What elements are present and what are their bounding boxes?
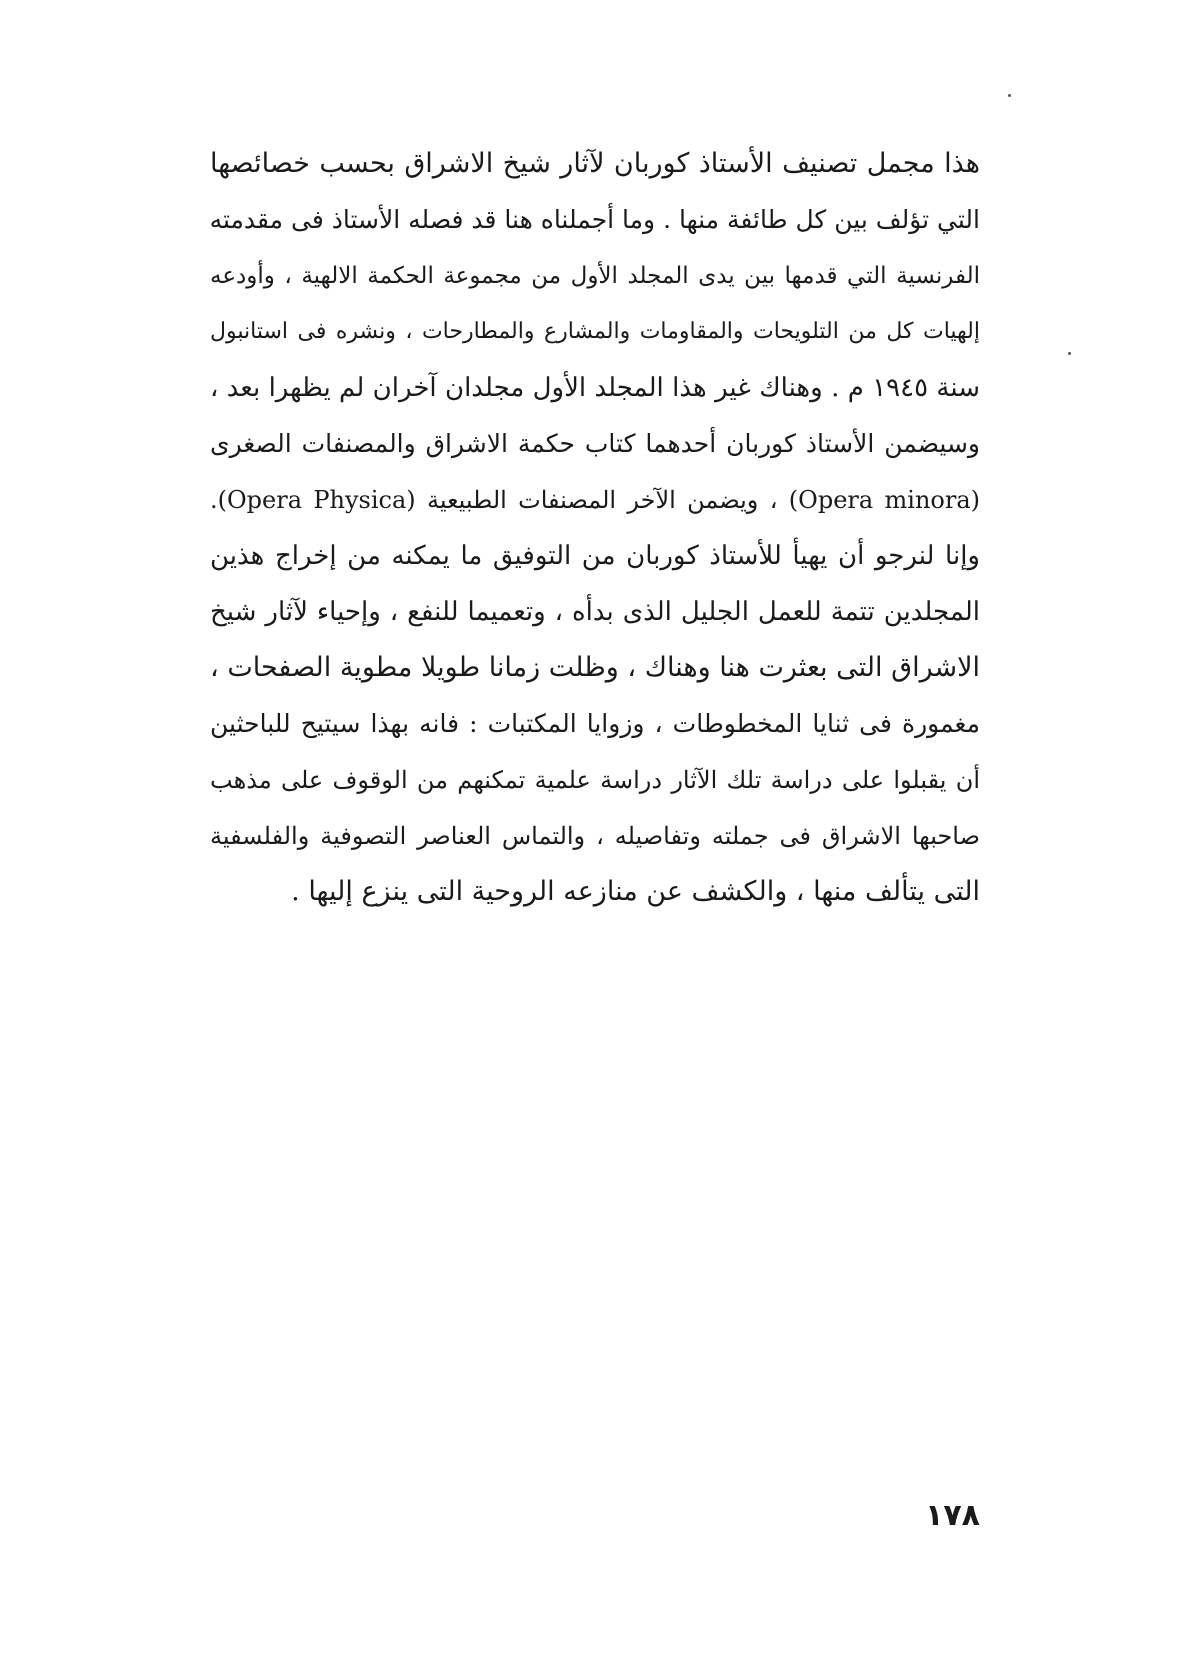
text-line: التى يتألف منها ، والكشف عن منازعه الروحية التى ينزع إليها . <box>291 876 980 907</box>
text-line: هذا مجمل تصنيف الأستاذ كوربان لآثار شيخ الاشراق بحسب خصائصها <box>210 148 980 179</box>
text-line: إلهيات كل من التلويحات والمقاومات والمشارع والمطارحات ، ونشره فى استانبول <box>210 319 980 344</box>
body-paragraph <box>210 136 980 920</box>
text-line: مغمورة فى ثنايا المخطوطات ، وزوايا المكتبات : فانه بهذا سيتيح للباحثين <box>210 709 980 738</box>
text-line: وسيضمن الأستاذ كوربان أحدهما كتاب حكمة الاشراق والمصنفات الصغرى <box>210 429 980 458</box>
scan-speck <box>1068 352 1071 355</box>
scan-speck <box>1008 94 1011 97</box>
text-line: أن يقبلوا على دراسة تلك الآثار دراسة علمية تمكنهم من الوقوف على مذهب <box>210 766 980 794</box>
text-line: وإنا لنرجو أن يهيأ للأستاذ كوربان من التوفيق ما يمكنه من إخراج هذين <box>210 541 980 571</box>
text-line: (Opera minora) ، ويضمن الآخر المصنفات الطبيعية (Opera Physica). <box>210 486 981 514</box>
page-number: ١٧٨ <box>925 1498 980 1533</box>
text-line: صاحبها الاشراق فى جملته وتفاصيله ، والتماس العناصر التصوفية والفلسفية <box>210 822 980 850</box>
text-line: التي تؤلف بين كل طائفة منها . وما أجملناه هنا قد فصله الأستاذ فى مقدمته <box>209 205 980 234</box>
text-line: المجلدين تتمة للعمل الجليل الذى بدأه ، وتعميما للنفع ، وإحياء لآثار شيخ <box>210 597 980 627</box>
text-line: الاشراق التى بعثرت هنا وهناك ، وظلت زمانا طويلا مطوية الصفحات ، <box>210 652 980 683</box>
text-line: سنة ١٩٤٥ م . وهناك غير هذا المجلد الأول مجلدان آخران لم يظهرا بعد ، <box>210 373 980 403</box>
text-line: الفرنسية التي قدمها بين يدى المجلد الأول من مجموعة الحكمة الالهية ، وأودعه <box>210 263 980 289</box>
